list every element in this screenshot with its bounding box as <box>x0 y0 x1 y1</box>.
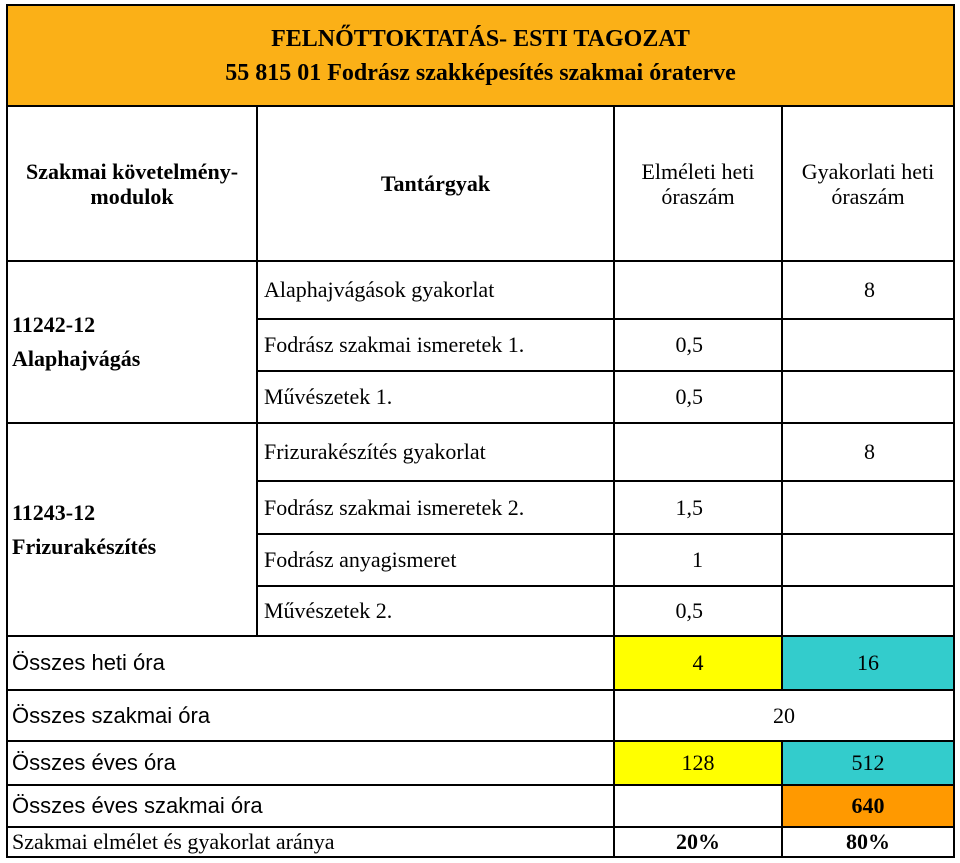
title-line-2: 55 815 01 Fodrász szakképesítés szakmai óraterve <box>225 59 736 86</box>
header-subjects: Tantárgyak <box>257 106 614 261</box>
summary-weekly-practice: 16 <box>782 636 954 690</box>
module-cell <box>7 423 257 636</box>
summary-yearly-total-spacer <box>614 785 782 827</box>
summary-weekly-total-value: 20 <box>614 690 954 741</box>
summary-ratio-row <box>7 827 954 857</box>
subject-cell: Fodrász szakmai ismeretek 1. <box>257 319 614 371</box>
practice-cell <box>782 534 954 586</box>
summary-weekly-theory: 4 <box>614 636 782 690</box>
summary-yearly-label: Összes éves óra <box>7 741 614 785</box>
subject-cell: Frizurakészítés gyakorlat <box>257 423 614 481</box>
module-cell <box>7 261 257 423</box>
theory-cell: 1,5 <box>614 481 782 534</box>
practice-cell: 8 <box>782 261 954 319</box>
table-row <box>7 261 954 319</box>
theory-cell: 1 <box>614 534 782 586</box>
header-theory: Elméleti heti óraszám <box>614 106 782 261</box>
subject-cell: Fodrász anyagismeret <box>257 534 614 586</box>
summary-ratio-practice: 80% <box>782 827 954 857</box>
module-code: 11242-12 <box>12 312 96 337</box>
module-name: Alaphajvágás <box>12 346 141 371</box>
subject-cell: Művészetek 2. <box>257 586 614 636</box>
theory-cell <box>614 261 782 319</box>
header-row <box>7 106 954 261</box>
practice-cell <box>782 371 954 423</box>
summary-ratio-theory: 20% <box>614 827 782 857</box>
practice-cell <box>782 586 954 636</box>
practice-cell <box>782 481 954 534</box>
theory-cell: 0,5 <box>614 371 782 423</box>
summary-yearly-total-row <box>7 785 954 827</box>
title-cell <box>7 5 954 106</box>
subject-cell: Művészetek 1. <box>257 371 614 423</box>
title-row <box>7 5 954 106</box>
module-name: Frizurakészítés <box>12 533 157 559</box>
subject-cell: Fodrász szakmai ismeretek 2. <box>257 481 614 534</box>
practice-cell <box>782 319 954 371</box>
module-code: 11243-12 <box>12 499 96 525</box>
summary-ratio-label: Szakmai elmélet és gyakorlat aránya <box>7 827 614 857</box>
summary-weekly-total-label: Összes szakmai óra <box>7 690 614 741</box>
table-row <box>7 423 954 481</box>
summary-yearly-row <box>7 741 954 785</box>
subject-cell: Alaphajvágások gyakorlat <box>257 261 614 319</box>
theory-cell: 0,5 <box>614 586 782 636</box>
header-practice: Gyakorlati heti óraszám <box>782 106 954 261</box>
summary-yearly-total-value: 640 <box>782 785 954 827</box>
summary-weekly-row <box>7 636 954 690</box>
curriculum-table <box>6 4 955 858</box>
title-line-1: FELNŐTTOKTATÁS- ESTI TAGOZAT <box>271 25 690 52</box>
summary-weekly-label: Összes heti óra <box>7 636 614 690</box>
summary-yearly-total-label: Összes éves szakmai óra <box>7 785 614 827</box>
theory-cell: 0,5 <box>614 319 782 371</box>
theory-cell <box>614 423 782 481</box>
summary-weekly-total-row <box>7 690 954 741</box>
header-module: Szakmai követelmény-modulok <box>7 106 257 261</box>
summary-yearly-theory: 128 <box>614 741 782 785</box>
summary-yearly-practice: 512 <box>782 741 954 785</box>
practice-cell: 8 <box>782 423 954 481</box>
